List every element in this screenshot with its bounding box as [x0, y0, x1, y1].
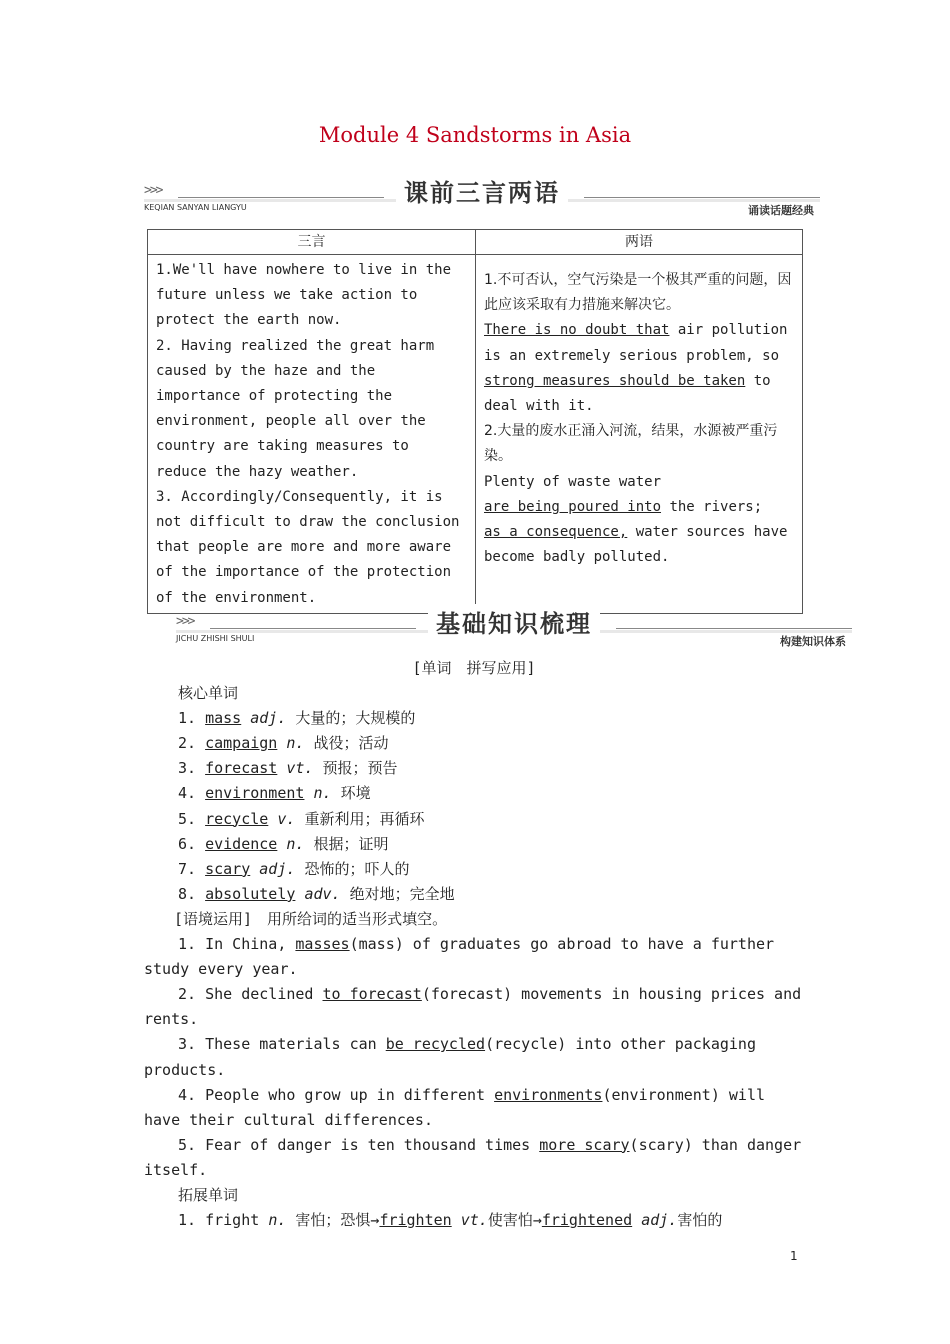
table-cell-right — [476, 255, 803, 614]
extended-word-1 — [144, 1208, 804, 1233]
part-of-speech: n. — [268, 1211, 287, 1230]
text-segment: 害怕的 — [677, 1211, 723, 1230]
answer-blank: mass — [205, 709, 242, 728]
definition: 重新利用；再循环 — [304, 809, 425, 828]
part-of-speech: n. — [286, 734, 305, 753]
answer-blank: There is no doubt that — [484, 322, 670, 339]
page-number: 1 — [790, 1249, 798, 1263]
answer-blank: frightened — [541, 1211, 633, 1230]
text-segment: 1. In China, — [178, 935, 296, 954]
section-label: [单词 拼写应用] — [412, 659, 536, 677]
translation-en-1 — [484, 318, 794, 419]
core-word-list — [144, 706, 804, 907]
part-of-speech: v. — [277, 809, 296, 828]
vocab-section — [144, 656, 804, 1233]
part-of-speech: vt. — [286, 759, 314, 778]
core-words-label: 核心单词 — [178, 684, 239, 703]
text-segment: air pollution is an extremely serious problem, so — [484, 322, 788, 364]
banner-heading: 基础知识梳理 — [428, 604, 600, 639]
text-segment: (environment) will have their cultural differences. — [144, 1085, 766, 1129]
answer-blank: scary — [205, 859, 251, 878]
exercise-item — [144, 1133, 804, 1183]
exercise-list — [144, 932, 804, 1183]
chevrons-icon: >>> — [176, 614, 194, 629]
banner-heading: 课前三言两语 — [396, 173, 568, 208]
item-number: 2. — [178, 734, 197, 753]
definition: 绝对地；完全地 — [349, 884, 455, 903]
context-label: [语境运用] 用所给词的适当形式填空。 — [174, 909, 448, 928]
exercise-item — [144, 932, 804, 982]
answer-blank: as a consequence, — [484, 524, 628, 541]
answer-blank: strong measures should be taken — [484, 372, 746, 389]
answer-blank: be recycled — [385, 1035, 486, 1054]
definition: 预报；预告 — [322, 759, 398, 778]
core-word-item — [144, 756, 804, 781]
part-of-speech: adv. — [304, 884, 341, 903]
translation-cn-1: 1.不可否认，空气污染是一个极其严重的问题，因此应该采取有力措施来解决它。 — [484, 272, 792, 314]
text-segment: (scary) than danger itself. — [144, 1135, 802, 1179]
answer-blank: evidence — [205, 834, 278, 853]
banner-pinyin: JICHU ZHISHI SHULI — [176, 634, 255, 643]
text-segment: water sources have become badly polluted. — [484, 524, 788, 566]
item-number: 1. — [178, 709, 197, 728]
table-header-left: 三言 — [148, 230, 476, 255]
section-banner-basics — [176, 610, 852, 648]
translation-cn-2: 2.大量的废水正涌入河流，结果，水源被严重污染。 — [484, 423, 778, 465]
definition: 战役；活动 — [313, 734, 389, 753]
part-of-speech: vt. — [460, 1211, 488, 1230]
answer-blank: absolutely — [205, 884, 296, 903]
part-of-speech: adj. — [250, 709, 287, 728]
text-segment: (recycle) into other packaging products. — [144, 1035, 756, 1079]
exercise-item — [144, 982, 804, 1032]
answer-blank: forecast — [205, 759, 278, 778]
part-of-speech: n. — [313, 784, 332, 803]
item-number: 8. — [178, 884, 197, 903]
part-of-speech: adj. — [641, 1211, 678, 1230]
text-segment: 3. These materials can — [178, 1035, 386, 1054]
item-number: 3. — [178, 759, 197, 778]
banner-subtitle: 构建知识体系 — [780, 635, 846, 648]
answer-blank: campaign — [205, 734, 278, 753]
phrases-table — [147, 229, 803, 614]
answer-blank: frighten — [379, 1211, 452, 1230]
text-segment: Plenty of waste water — [484, 473, 662, 490]
core-word-item — [144, 706, 804, 731]
answer-blank: environment — [205, 784, 305, 803]
extended-words-label: 拓展单词 — [178, 1185, 239, 1204]
page-title: Module 4 Sandstorms in Asia — [318, 123, 632, 147]
exercise-item — [144, 1032, 804, 1082]
answer-blank: more scary — [539, 1135, 630, 1154]
core-word-item — [144, 832, 804, 857]
item-number: 4. — [178, 784, 197, 803]
text-segment: the rivers; — [661, 498, 763, 515]
definition: 恐怖的；吓人的 — [304, 859, 410, 878]
table-cell-left — [148, 255, 476, 614]
table-header-right: 两语 — [476, 230, 803, 255]
banner-subtitle: 诵读话题经典 — [748, 204, 814, 217]
sentence-2: 2. Having realized the great harm caused by the haze and the importance of protecting the environment, people all over the country are taking measures to reduce the hazy weather. — [156, 337, 435, 480]
sentence-3: 3. Accordingly/Consequently, it is not difficult to draw the conclusion that people are more and more aware of the importance of the protection of the environment. — [156, 488, 460, 606]
text-segment: 5. Fear of danger is ten thousand times — [178, 1135, 540, 1154]
answer-blank: masses — [295, 935, 350, 954]
item-number: 6. — [178, 834, 197, 853]
answer-blank: recycle — [205, 809, 269, 828]
banner-pinyin: KEQIAN SANYAN LIANGYU — [144, 203, 247, 212]
core-word-item — [144, 781, 804, 806]
text-segment: 4. People who grow up in different — [178, 1085, 495, 1104]
text-segment: 害怕；恐惧→ — [286, 1211, 380, 1230]
chevrons-icon: >>> — [144, 183, 162, 198]
text-segment: (forecast) movements in housing prices and rents. — [144, 985, 802, 1029]
text-segment: (mass) of graduates go abroad to have a further study every year. — [144, 935, 775, 979]
text-segment: to deal with it. — [484, 372, 771, 415]
part-of-speech: n. — [286, 834, 305, 853]
core-word-item — [144, 857, 804, 882]
section-banner-preview — [144, 179, 820, 217]
text-segment: 使害怕→ — [487, 1211, 542, 1230]
core-word-item — [144, 731, 804, 756]
core-word-item — [144, 807, 804, 832]
exercise-item — [144, 1083, 804, 1133]
part-of-speech: adj. — [259, 859, 296, 878]
answer-blank: environments — [494, 1085, 603, 1104]
translation-en-2 — [484, 470, 794, 571]
definition: 根据；证明 — [313, 834, 389, 853]
definition: 环境 — [340, 784, 371, 803]
sentence-1: 1.We'll have nowhere to live in the future unless we take action to protect the earth now. — [156, 262, 452, 329]
core-word-item — [144, 882, 804, 907]
item-number: 5. — [178, 809, 197, 828]
text-segment: 2. She declined — [178, 985, 323, 1004]
item-number: 7. — [178, 859, 197, 878]
text-segment: 1. fright — [178, 1211, 269, 1230]
definition: 大量的；大规模的 — [295, 709, 416, 728]
answer-blank: are being poured into — [484, 498, 662, 515]
answer-blank: to forecast — [322, 985, 422, 1004]
